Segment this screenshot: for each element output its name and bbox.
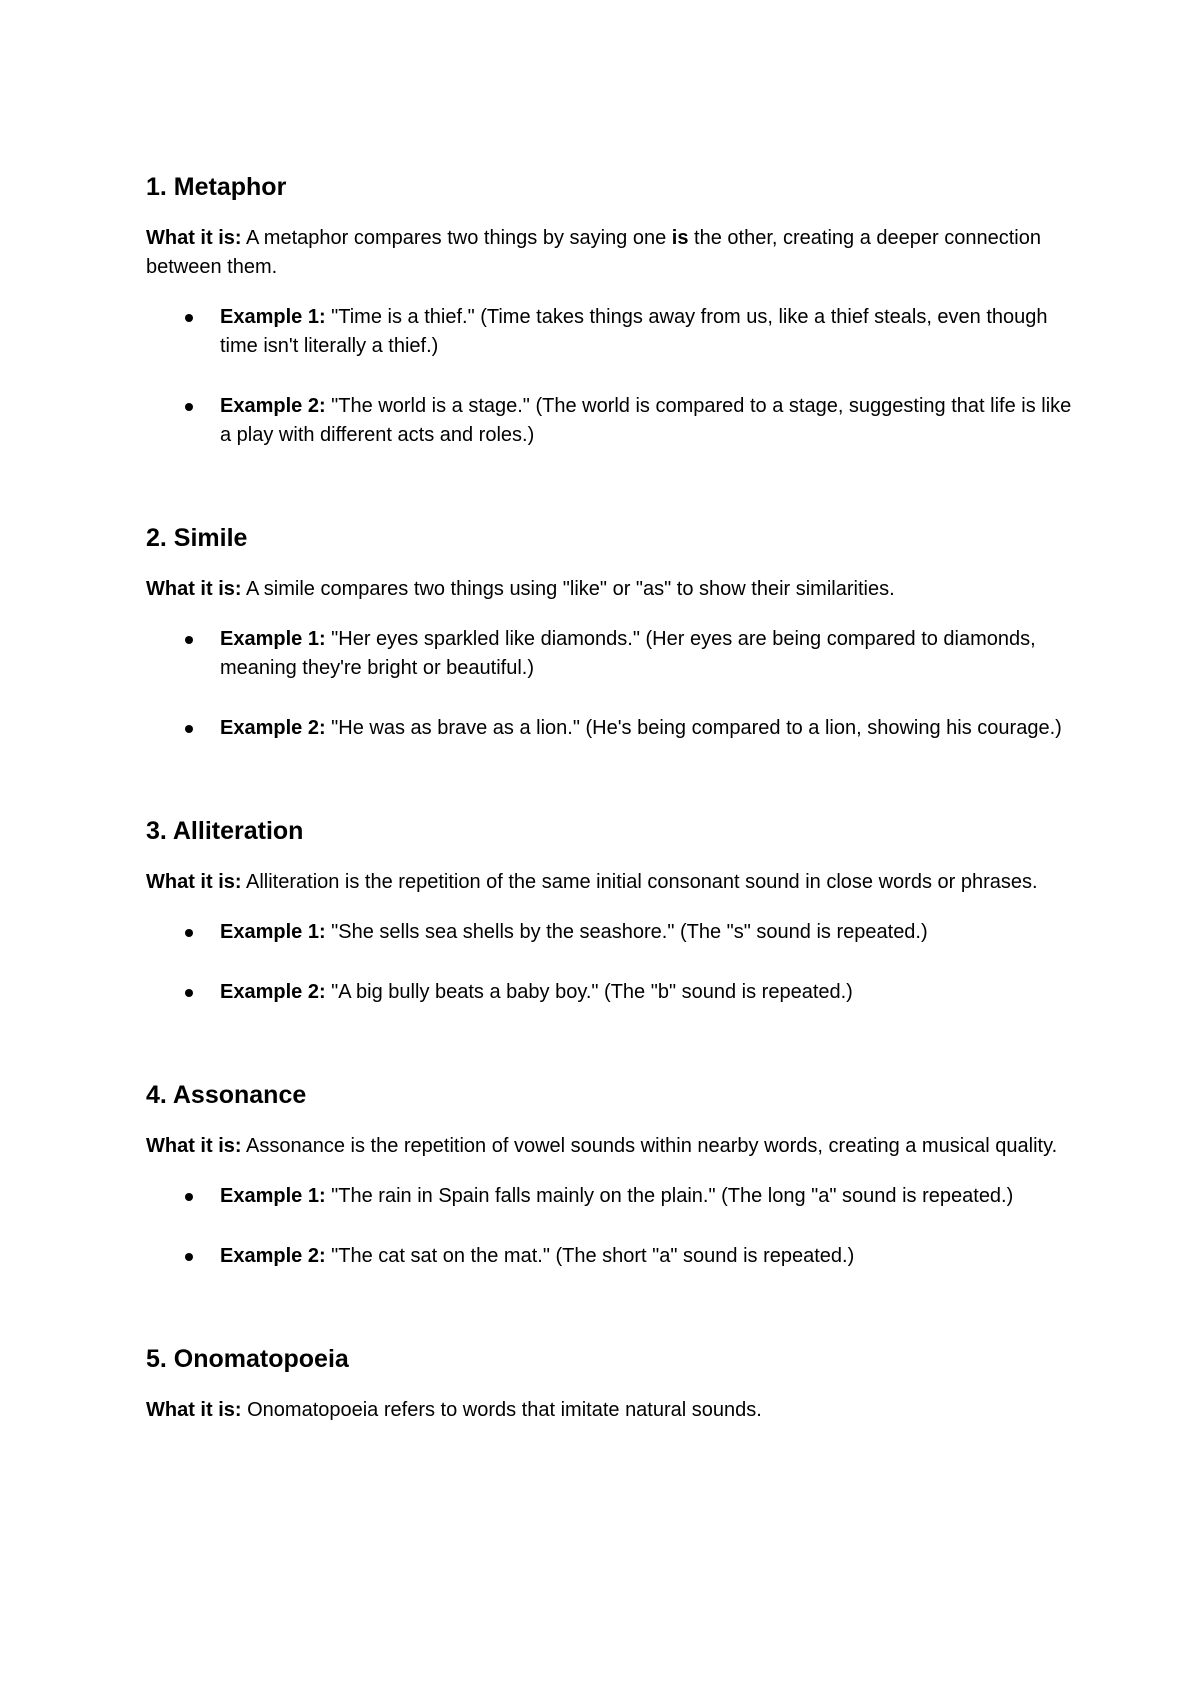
- example-item: [146, 714, 1076, 743]
- section-simile: [146, 521, 1076, 743]
- bullet-icon: [185, 1193, 193, 1201]
- definition-label: What it is:: [146, 227, 242, 249]
- definition-text: Alliteration is the repetition of the same initial consonant sound in close words or phrases.: [241, 871, 1038, 893]
- definition-text-post: the other, creating a deeper connection between them.: [146, 227, 1041, 278]
- section-title: 1. Metaphor: [146, 173, 287, 201]
- definition-label: What it is:: [146, 1399, 242, 1421]
- example-label: Example 2:: [220, 395, 326, 417]
- example-label: Example 1:: [220, 1185, 326, 1207]
- bullet-icon: [185, 725, 193, 733]
- bullet-icon: [185, 1253, 193, 1261]
- example-text: "Her eyes sparkled like diamonds." (Her eyes are being compared to diamonds, meaning they're bright or beautiful.): [220, 628, 1036, 679]
- definition-emphasis: is: [671, 227, 689, 249]
- bullet-icon: [185, 989, 193, 997]
- example-item: [146, 392, 1076, 450]
- bullet-icon: [185, 636, 193, 644]
- example-text: "The world is a stage." (The world is compared to a stage, suggesting that life is like a play with different acts and roles.): [220, 395, 1072, 446]
- example-text: "A big bully beats a baby boy." (The "b" sound is repeated.): [325, 981, 853, 1003]
- example-item: [146, 918, 1076, 947]
- example-text: "Time is a thief." (Time takes things away from us, like a thief steals, even though time isn't literally a thief.): [220, 306, 1048, 357]
- bullet-icon: [185, 314, 193, 322]
- section-title: 4. Assonance: [146, 1081, 307, 1109]
- example-label: Example 2:: [220, 1245, 326, 1267]
- definition-label: What it is:: [146, 578, 242, 600]
- section-assonance: [146, 1078, 1076, 1271]
- bullet-icon: [185, 929, 193, 937]
- section-title: 5. Onomatopoeia: [146, 1345, 349, 1373]
- section-title: 2. Simile: [146, 524, 248, 552]
- example-list: [146, 918, 1076, 1007]
- example-list: [146, 303, 1076, 450]
- example-item: [146, 625, 1076, 683]
- example-item: [146, 1182, 1076, 1211]
- definition: [146, 1396, 1076, 1425]
- example-label: Example 2:: [220, 717, 326, 739]
- example-label: Example 1:: [220, 628, 326, 650]
- definition-text: Assonance is the repetition of vowel sounds within nearby words, creating a musical quality.: [241, 1135, 1058, 1157]
- section-onomatopoeia: [146, 1342, 1076, 1425]
- example-label: Example 1:: [220, 306, 326, 328]
- example-list: [146, 625, 1076, 743]
- example-item: [146, 303, 1076, 361]
- section-alliteration: [146, 814, 1076, 1007]
- definition-text-pre: A metaphor compares two things by saying one: [241, 227, 672, 249]
- definition-text: Onomatopoeia refers to words that imitate natural sounds.: [241, 1399, 762, 1421]
- example-text: "The rain in Spain falls mainly on the plain." (The long "a" sound is repeated.): [325, 1185, 1014, 1207]
- bullet-icon: [185, 403, 193, 411]
- example-text: "He was as brave as a lion." (He's being compared to a lion, showing his courage.): [325, 717, 1062, 739]
- example-item: [146, 1242, 1076, 1271]
- example-text: "She sells sea shells by the seashore." (The "s" sound is repeated.): [325, 921, 928, 943]
- section-metaphor: [146, 170, 1076, 450]
- example-list: [146, 1182, 1076, 1271]
- section-title: 3. Alliteration: [146, 817, 304, 845]
- definition: [146, 868, 1076, 897]
- document-page: [146, 170, 1076, 1446]
- example-label: Example 1:: [220, 921, 326, 943]
- example-item: [146, 978, 1076, 1007]
- example-label: Example 2:: [220, 981, 326, 1003]
- definition: [146, 224, 1076, 282]
- definition-label: What it is:: [146, 871, 242, 893]
- definition-text: A simile compares two things using "like" or "as" to show their similarities.: [241, 578, 895, 600]
- definition: [146, 1132, 1076, 1161]
- example-text: "The cat sat on the mat." (The short "a" sound is repeated.): [325, 1245, 855, 1267]
- definition-label: What it is:: [146, 1135, 242, 1157]
- definition: [146, 575, 1076, 604]
